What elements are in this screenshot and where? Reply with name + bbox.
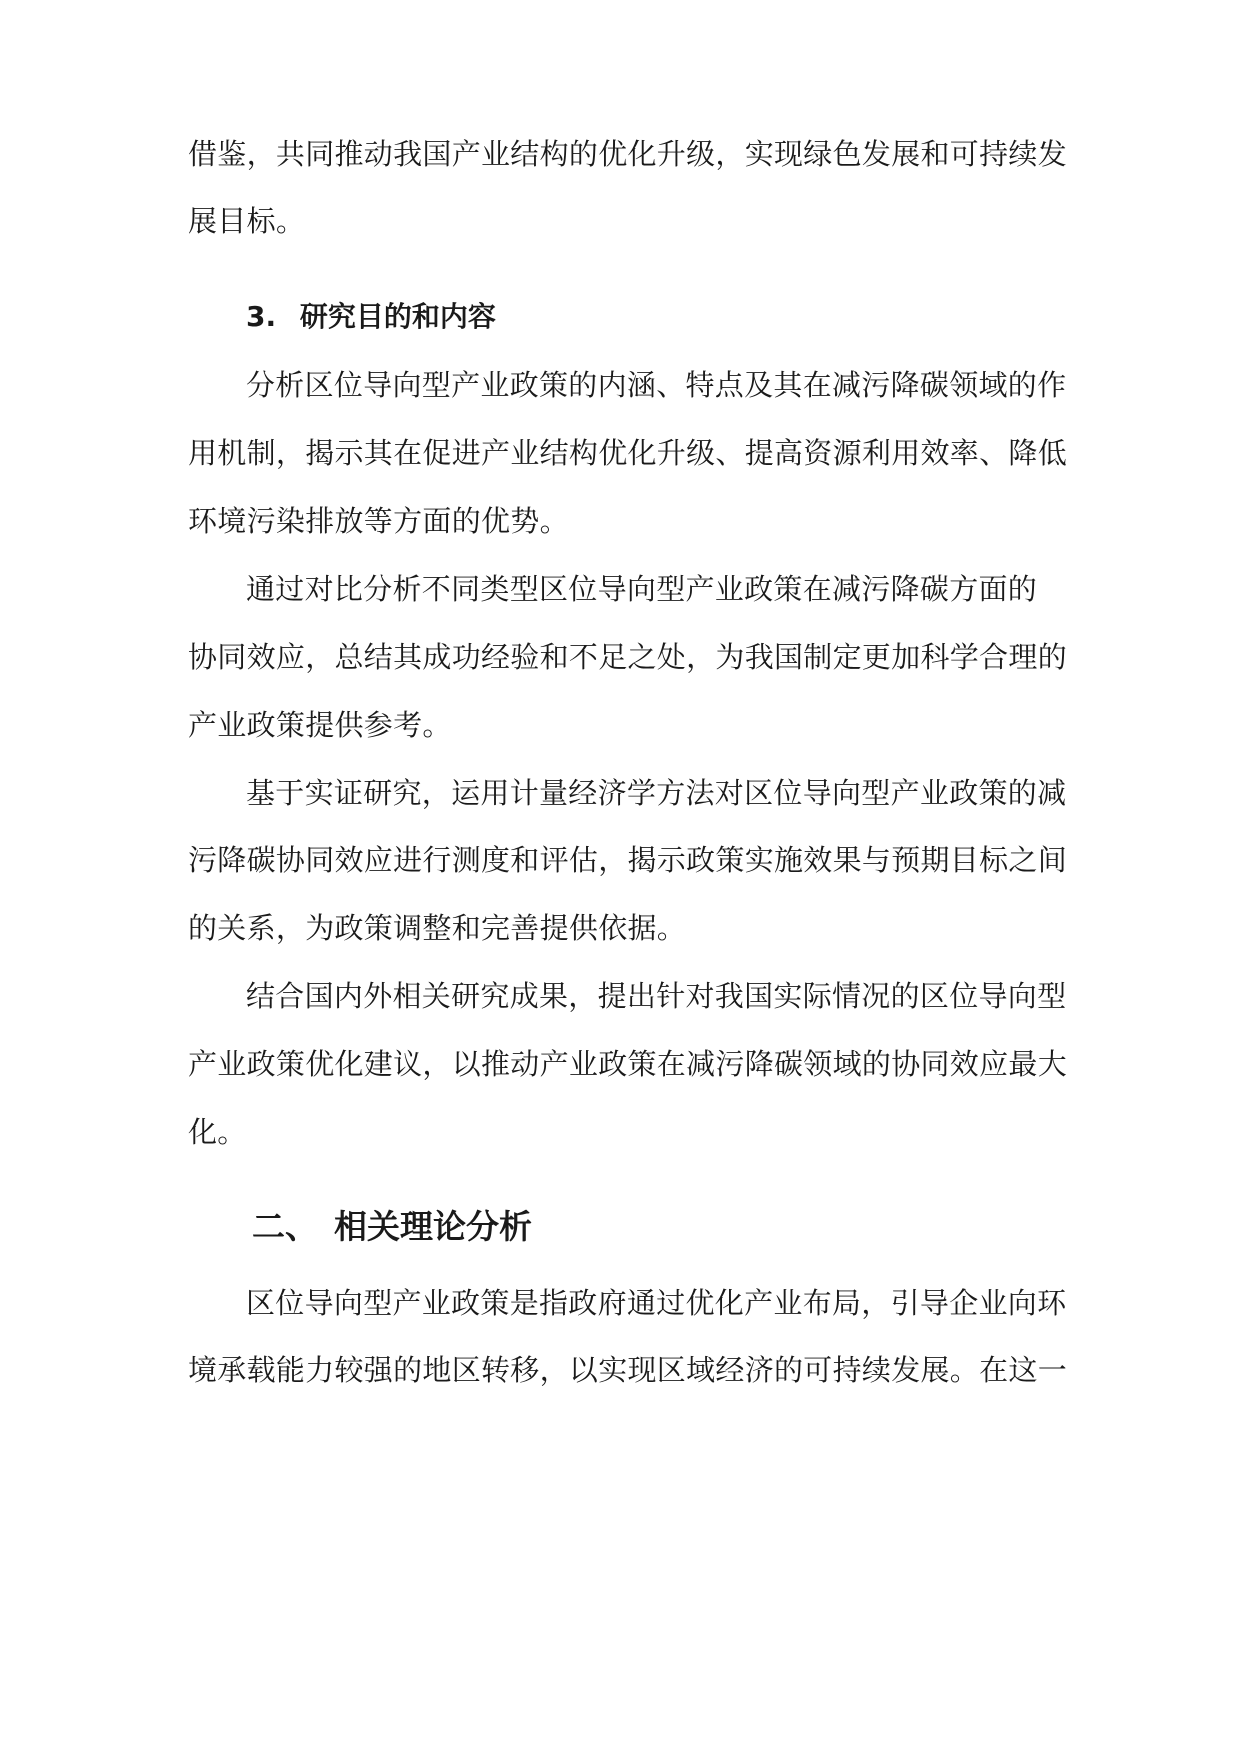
paragraph-line: 用机制，揭示其在促进产业结构优化升级、提高资源利用效率、降低 [188,436,1068,470]
paragraph-line: 产业政策优化建议，以推动产业政策在减污降碳领域的协同效应最大 [188,1047,1068,1081]
chapter-number: 二、 [252,1207,318,1246]
chapter-title: 相关理论分析 [334,1207,532,1246]
paragraph-line: 分析区位导向型产业政策的内涵、特点及其在减污降碳领域的作 [246,368,1067,402]
section-title: 研究目的和内容 [299,300,496,333]
paragraph-line: 产业政策提供参考。 [188,708,452,742]
paragraph-line: 化。 [188,1115,247,1149]
paragraph-line: 借鉴，共同推动我国产业结构的优化升级，实现绿色发展和可持续发 [188,137,1068,171]
paragraph-line: 通过对比分析不同类型区位导向型产业政策在减污降碳方面的 [246,572,1038,606]
chapter-heading [252,1205,532,1249]
paragraph-line: 展目标。 [188,204,306,238]
paragraph-line: 结合国内外相关研究成果，提出针对我国实际情况的区位导向型 [246,979,1067,1013]
paragraph-line: 境承载能力较强的地区转移，以实现区域经济的可持续发展。在这一 [188,1353,1068,1387]
paragraph-line: 环境污染排放等方面的优势。 [188,504,569,538]
paragraph-line: 区位导向型产业政策是指政府通过优化产业布局，引导企业向环 [246,1286,1067,1320]
paragraph-line: 协同效应，总结其成功经验和不足之处，为我国制定更加科学合理的 [188,640,1068,674]
paragraph-line: 污降碳协同效应进行测度和评估，揭示政策实施效果与预期目标之间 [188,843,1068,877]
section-number: 3. [246,300,277,333]
section-heading [246,297,496,337]
paragraph-line: 的关系，为政策调整和完善提供依据。 [188,911,687,945]
paragraph-line: 基于实证研究，运用计量经济学方法对区位导向型产业政策的减 [246,776,1067,810]
